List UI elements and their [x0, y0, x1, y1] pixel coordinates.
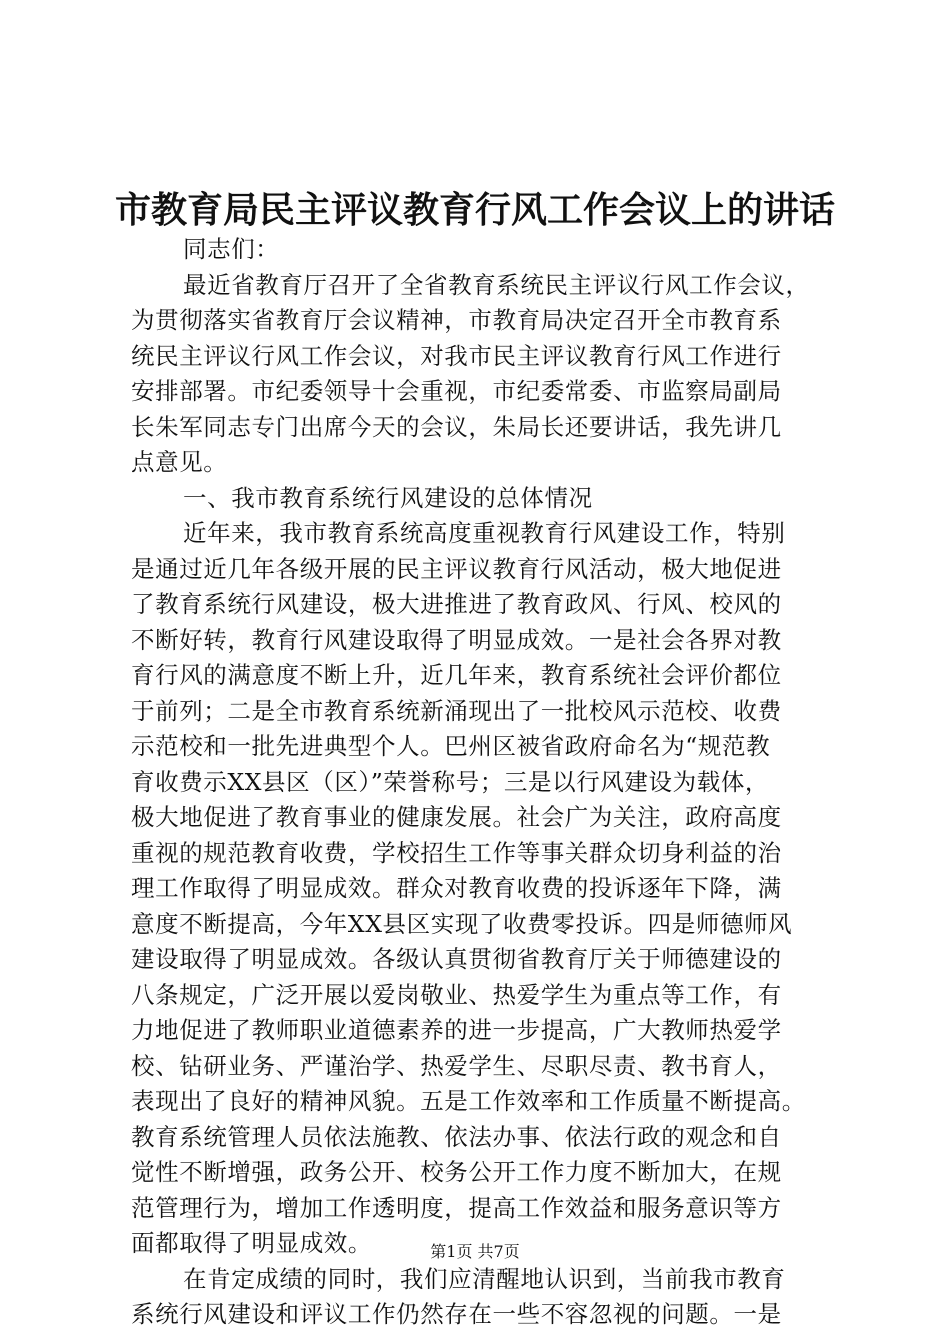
text-line: 意度不断提高，今年XX县区实现了收费零投诉。四是师德师风 — [131, 909, 793, 938]
text-line: 近年来，我市教育系统高度重视教育行风建设工作，特别 — [183, 519, 786, 547]
text-line: 育行风的满意度不断上升，近几年来，教育系统社会评价都位 — [131, 661, 782, 689]
text-line: 同志们： — [183, 235, 280, 263]
section-heading: 一、我市教育系统行风建设的总体情况 — [183, 483, 593, 512]
text-line: 为贯彻落实省教育厅会议精神，市教育局决定召开全市教育系 — [131, 306, 782, 334]
text-line: 安排部署。市纪委领导十会重视，市纪委常委、市监察局副局 — [131, 377, 782, 405]
text-line: 示范校和一批先进典型个人。巴州区被省政府命名为“规范教 — [131, 732, 771, 760]
text-line: 长朱军同志专门出席今天的会议，朱局长还要讲话，我先讲几 — [131, 412, 782, 441]
text-line: 觉性不断增强，政务公开、校务公开工作力度不断加大，在规 — [131, 1158, 782, 1186]
text-line: 最近省教育厅召开了全省教育系统民主评议行风工作会议， — [183, 270, 810, 299]
text-line: 于前列；二是全市教育系统新涌现出了一批校风示范校、收费 — [131, 696, 782, 725]
text-line: 极大地促进了教育事业的健康发展。社会广为关注，政府高度 — [131, 803, 782, 831]
text-line: 教育系统管理人员依法施教、依法办事、依法行政的观念和自 — [131, 1122, 782, 1151]
text-line: 力地促进了教师职业道德素养的进一步提高，广大教师热爱学 — [131, 1016, 782, 1044]
text-line: 育收费示XX县区（区）”荣誉称号；三是以行风建设为载体， — [131, 767, 770, 796]
text-line: 点意见。 — [131, 448, 228, 476]
text-line: 统民主评议行风工作会议，对我市民主评议教育行风工作进行 — [131, 341, 782, 370]
text-line: 建设取得了明显成效。各级认真贯彻省教育厅关于师德建设的 — [131, 945, 782, 973]
text-line: 校、钻研业务、严谨治学、热爱学生、尽职尽责、教书育人， — [131, 1051, 782, 1080]
text-line: 不断好转，教育行风建设取得了明显成效。一是社会各界对教 — [131, 625, 782, 654]
text-line: 表现出了良好的精神风貌。五是工作效率和工作质量不断提高。 — [131, 1087, 806, 1115]
text-line: 是通过近几年各级开展的民主评议教育行风活动，极大地促进 — [131, 554, 782, 583]
text-line: 面都取得了明显成效。 — [131, 1229, 372, 1257]
text-line: 系统行风建设和评议工作仍然存在一些不容忽视的问题。一是 — [131, 1300, 782, 1328]
text-line: 范管理行为，增加工作透明度，提高工作效益和服务意识等方 — [131, 1193, 782, 1222]
text-line: 了教育系统行风建设，极大进推进了教育政风、行风、校风的 — [131, 590, 782, 618]
text-line: 八条规定，广泛开展以爱岗敬业、热爱学生为重点等工作，有 — [131, 980, 782, 1009]
document-title: 市教育局民主评议教育行风工作会议上的讲话 — [114, 189, 835, 231]
page-footer: 第1页 共7页 — [430, 1242, 520, 1261]
text-line: 重视的规范教育收费，学校招生工作等事关群众切身利益的治 — [131, 838, 782, 867]
document-body — [131, 232, 831, 1333]
text-line: 在肯定成绩的同时，我们应清醒地认识到，当前我市教育 — [183, 1264, 786, 1293]
text-line: 理工作取得了明显成效。群众对教育收费的投诉逐年下降，满 — [131, 874, 782, 902]
